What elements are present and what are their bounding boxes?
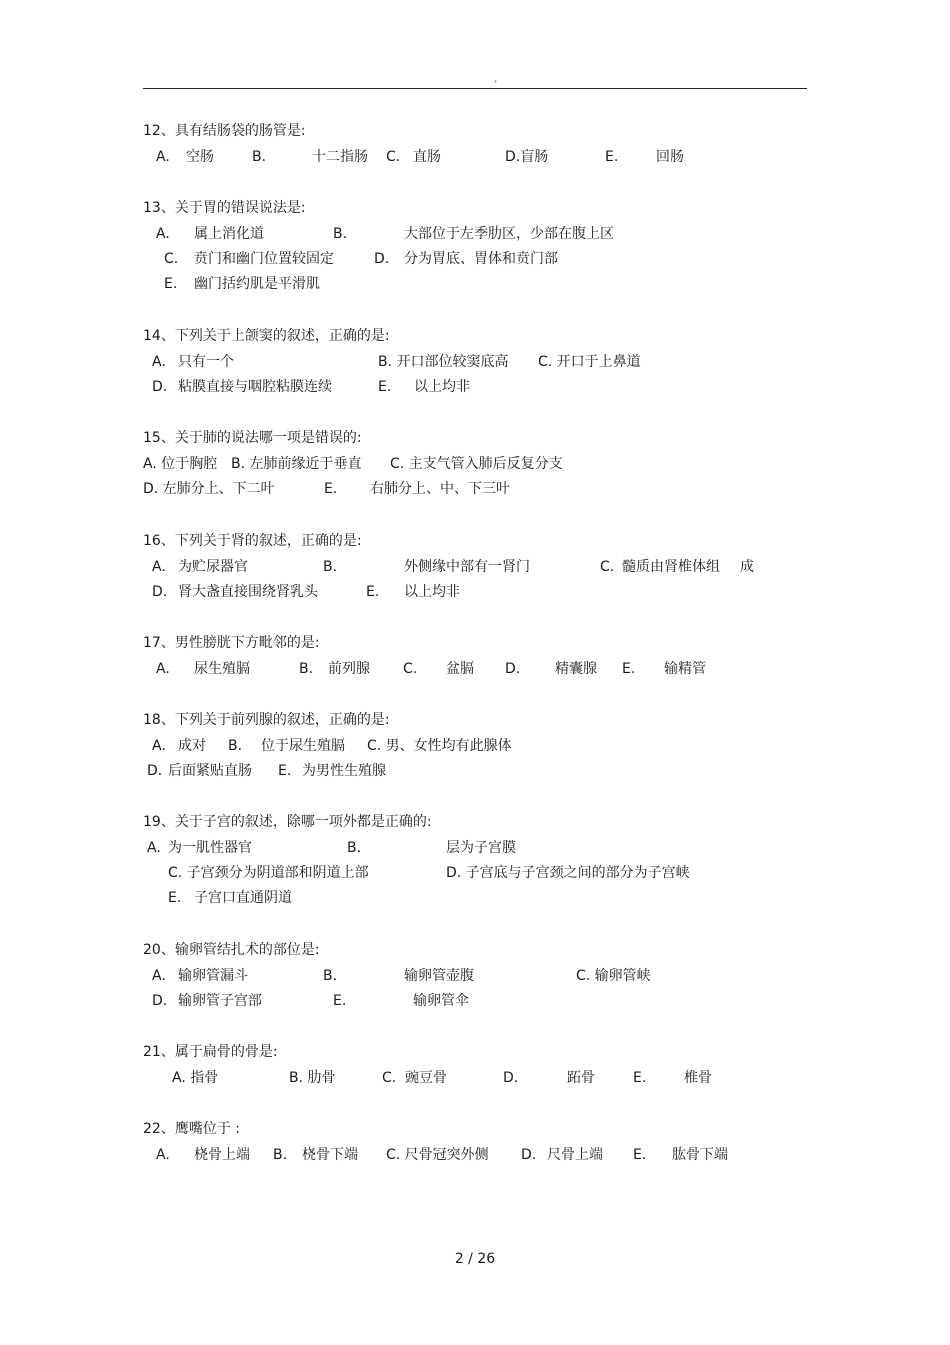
option-text: 盆膈 [446, 661, 474, 677]
option-text: C. 尺骨冠突外侧 [386, 1147, 489, 1163]
option-text: 十二指肠 [312, 149, 368, 165]
question-stem: 14、下列关于上颌窦的叙述，正确的是: [143, 328, 390, 344]
option-text: 前列腺 [328, 661, 370, 677]
option-text: 桡骨上端 [194, 1147, 250, 1163]
option-label: A. [152, 559, 166, 575]
option-label: A. [152, 968, 166, 984]
option-label: B. [333, 226, 348, 242]
option-label: E. [324, 481, 338, 497]
option-label: E. [333, 993, 347, 1009]
option-label: E. [605, 149, 619, 165]
question-stem: 19、关于子宫的叙述，除哪一项外都是正确的: [143, 814, 432, 830]
option-text: 肾大盏直接围绕肾乳头 [178, 584, 318, 600]
option-label: D. [505, 661, 521, 677]
option-label: A. [156, 1147, 170, 1163]
option-text: 后面紧贴直肠 [168, 763, 252, 779]
option-text: 输卵管壶腹 [404, 968, 474, 984]
option-text: 精囊腺 [555, 661, 597, 677]
option-label: B. [323, 968, 338, 984]
option-label: A. [152, 738, 166, 754]
option-text: 为贮尿器官 [178, 559, 248, 575]
header-divider [143, 88, 807, 89]
option-text: A. 位于胸腔 [143, 456, 218, 472]
option-label: C. [164, 251, 179, 267]
option-text: 直肠 [413, 149, 441, 165]
option-label: E. [633, 1070, 647, 1086]
option-label: B. [323, 559, 338, 575]
question-stem: 15、关于肺的说法哪一项是错误的: [143, 430, 362, 446]
option-text: C. 男、女性均有此腺体 [367, 738, 512, 754]
option-label: B. [299, 661, 314, 677]
question-stem: 21、属于扁骨的骨是: [143, 1044, 278, 1060]
option-text: C. 子宫颈分为阴道部和阴道上部 [168, 865, 369, 881]
option-label: C. [403, 661, 418, 677]
question-stem: 12、具有结肠袋的肠管是: [143, 123, 306, 139]
option-text: A. 指骨 [172, 1070, 219, 1086]
option-text: 空肠 [186, 149, 214, 165]
question-stem: 18、下列关于前列腺的叙述，正确的是: [143, 712, 390, 728]
option-text: D.盲肠 [505, 149, 549, 165]
option-text: 髓质由肾椎体组 [622, 559, 720, 575]
question-stem: 22、鹰嘴位于 : [143, 1121, 240, 1137]
option-text: 子宫口直通阴道 [194, 890, 292, 906]
option-text: 输精管 [664, 661, 706, 677]
option-text: 回肠 [656, 149, 684, 165]
option-text: 以上均非 [414, 379, 470, 395]
option-text: 尿生殖膈 [194, 661, 250, 677]
option-text: 为男性生殖腺 [302, 763, 386, 779]
option-text: 以上均非 [404, 584, 460, 600]
question-stem: 20、输卵管结扎术的部位是: [143, 942, 320, 958]
option-label: B. [347, 840, 362, 856]
option-label: A. [156, 149, 170, 165]
option-label: A. [156, 661, 170, 677]
option-text: 属上消化道 [194, 226, 264, 242]
option-label: B. [273, 1147, 288, 1163]
option-text: 只有一个 [178, 354, 234, 370]
option-text: C. 主支气管入肺后反复分支 [390, 456, 563, 472]
option-text: 桡骨下端 [302, 1147, 358, 1163]
option-label: D. [152, 379, 168, 395]
option-text: 粘膜直接与咽腔粘膜连续 [178, 379, 332, 395]
option-text: 肱骨下端 [672, 1147, 728, 1163]
option-text: 位于尿生殖膈 [261, 738, 345, 754]
option-text: 右肺分上、中、下三叶 [370, 481, 510, 497]
option-text: B. 左肺前缘近于垂直 [231, 456, 362, 472]
option-label: E. [622, 661, 636, 677]
option-label: D. [521, 1147, 537, 1163]
option-label: C. [386, 149, 401, 165]
option-label: E. [633, 1147, 647, 1163]
header-mark: . [494, 72, 498, 85]
option-label: D. [152, 584, 168, 600]
option-label: D. [503, 1070, 519, 1086]
option-text: B. 开口部位较窦底高 [378, 354, 509, 370]
option-label: D. [374, 251, 390, 267]
option-text: D. 左肺分上、下二叶 [143, 481, 275, 497]
option-label: D. [147, 763, 163, 779]
option-label: E. [378, 379, 392, 395]
option-text: D. 子宫底与子宫颈之间的部分为子宫峡 [446, 865, 690, 881]
option-text: 层为子宫膜 [446, 840, 516, 856]
option-label: E. [168, 890, 182, 906]
option-text: 豌豆骨 [405, 1070, 447, 1086]
option-label: D. [152, 993, 168, 1009]
option-text: 成 [740, 559, 754, 575]
option-text: C. 输卵管峡 [576, 968, 651, 984]
option-text: 分为胃底、胃体和贲门部 [404, 251, 558, 267]
option-label: E. [278, 763, 292, 779]
question-stem: 13、关于胃的错误说法是: [143, 200, 306, 216]
option-label: C. [382, 1070, 397, 1086]
question-stem: 16、下列关于肾的叙述，正确的是: [143, 533, 362, 549]
option-text: 大部位于左季肋区，少部在腹上区 [404, 226, 614, 242]
option-label: C. [600, 559, 615, 575]
option-text: 为一肌性器官 [168, 840, 252, 856]
option-text: 外侧缘中部有一肾门 [404, 559, 530, 575]
option-text: 输卵管子宫部 [178, 993, 262, 1009]
option-text: 输卵管漏斗 [178, 968, 248, 984]
option-text: 跖骨 [567, 1070, 595, 1086]
option-label: B. [252, 149, 267, 165]
option-text: 尺骨上端 [547, 1147, 603, 1163]
option-text: 幽门括约肌是平滑肌 [194, 276, 320, 292]
option-text: 椎骨 [684, 1070, 712, 1086]
option-text: 贲门和幽门位置较固定 [194, 251, 334, 267]
option-text: B. 肋骨 [289, 1070, 336, 1086]
option-label: B. [228, 738, 243, 754]
option-text: 输卵管伞 [413, 993, 469, 1009]
option-label: A. [156, 226, 170, 242]
question-stem: 17、男性膀胱下方毗邻的是: [143, 635, 320, 651]
option-text: C. 开口于上鼻道 [538, 354, 641, 370]
option-text: 成对 [178, 738, 206, 754]
option-label: E. [366, 584, 380, 600]
option-label: E. [164, 276, 178, 292]
page-number: 2 / 26 [454, 1251, 496, 1267]
option-label: A. [152, 354, 166, 370]
option-label: A. [147, 840, 161, 856]
